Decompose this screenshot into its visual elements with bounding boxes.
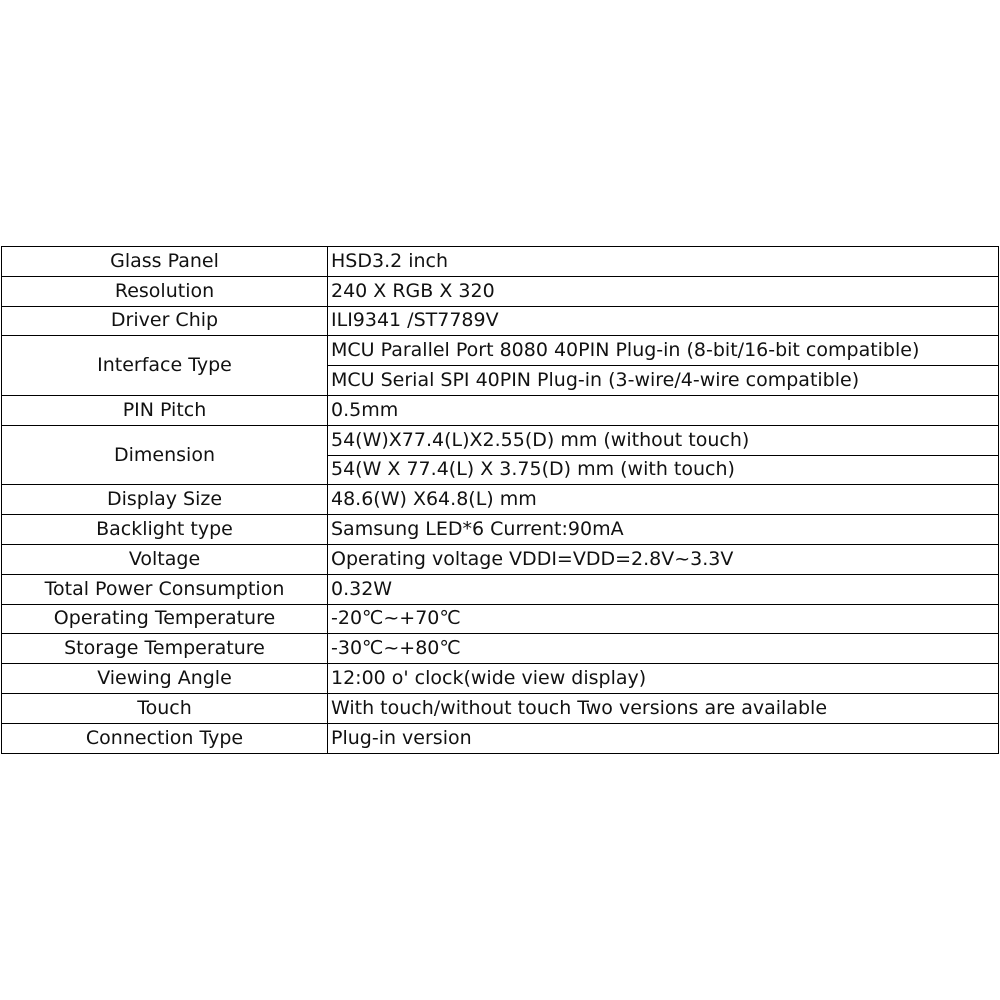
table-row — [2, 634, 999, 664]
row-label: Touch — [2, 693, 328, 723]
row-label: PIN Pitch — [2, 395, 328, 425]
table-row — [2, 664, 999, 694]
row-value: -30℃~+80℃ — [328, 634, 999, 664]
row-label: Backlight type — [2, 515, 328, 545]
table-row — [2, 693, 999, 723]
table-row — [2, 247, 999, 277]
row-value: 12:00 o' clock(wide view display) — [328, 664, 999, 694]
row-label: Viewing Angle — [2, 664, 328, 694]
row-label: Storage Temperature — [2, 634, 328, 664]
row-label: Resolution — [2, 276, 328, 306]
row-value: MCU Serial SPI 40PIN Plug-in (3-wire/4-wire compatible) — [328, 366, 999, 396]
spec-table-body — [2, 247, 999, 754]
row-value: 0.32W — [328, 574, 999, 604]
row-value: Plug-in version — [328, 723, 999, 753]
row-label: Interface Type — [2, 336, 328, 396]
table-row — [2, 425, 999, 455]
row-value: 240 X RGB X 320 — [328, 276, 999, 306]
row-value: Operating voltage VDDI=VDD=2.8V~3.3V — [328, 544, 999, 574]
table-row — [2, 544, 999, 574]
table-row — [2, 306, 999, 336]
table-row — [2, 485, 999, 515]
row-value: 54(W)X77.4(L)X2.55(D) mm (without touch) — [328, 425, 999, 455]
row-label: Connection Type — [2, 723, 328, 753]
table-row — [2, 276, 999, 306]
row-value: 48.6(W) X64.8(L) mm — [328, 485, 999, 515]
row-value: HSD3.2 inch — [328, 247, 999, 277]
spec-table — [1, 246, 999, 754]
table-row — [2, 336, 999, 366]
row-label: Display Size — [2, 485, 328, 515]
table-row — [2, 574, 999, 604]
row-value: Samsung LED*6 Current:90mA — [328, 515, 999, 545]
row-label: Operating Temperature — [2, 604, 328, 634]
row-label: Driver Chip — [2, 306, 328, 336]
row-label: Glass Panel — [2, 247, 328, 277]
table-row — [2, 395, 999, 425]
row-label: Total Power Consumption — [2, 574, 328, 604]
row-value: 54(W X 77.4(L) X 3.75(D) mm (with touch) — [328, 455, 999, 485]
row-value: -20℃~+70℃ — [328, 604, 999, 634]
row-label: Dimension — [2, 425, 328, 485]
row-value: With touch/without touch Two versions are available — [328, 693, 999, 723]
row-label: Voltage — [2, 544, 328, 574]
row-value: 0.5mm — [328, 395, 999, 425]
table-row — [2, 515, 999, 545]
row-value: ILI9341 /ST7789V — [328, 306, 999, 336]
row-value: MCU Parallel Port 8080 40PIN Plug-in (8-bit/16-bit compatible) — [328, 336, 999, 366]
table-row — [2, 723, 999, 753]
table-row — [2, 604, 999, 634]
